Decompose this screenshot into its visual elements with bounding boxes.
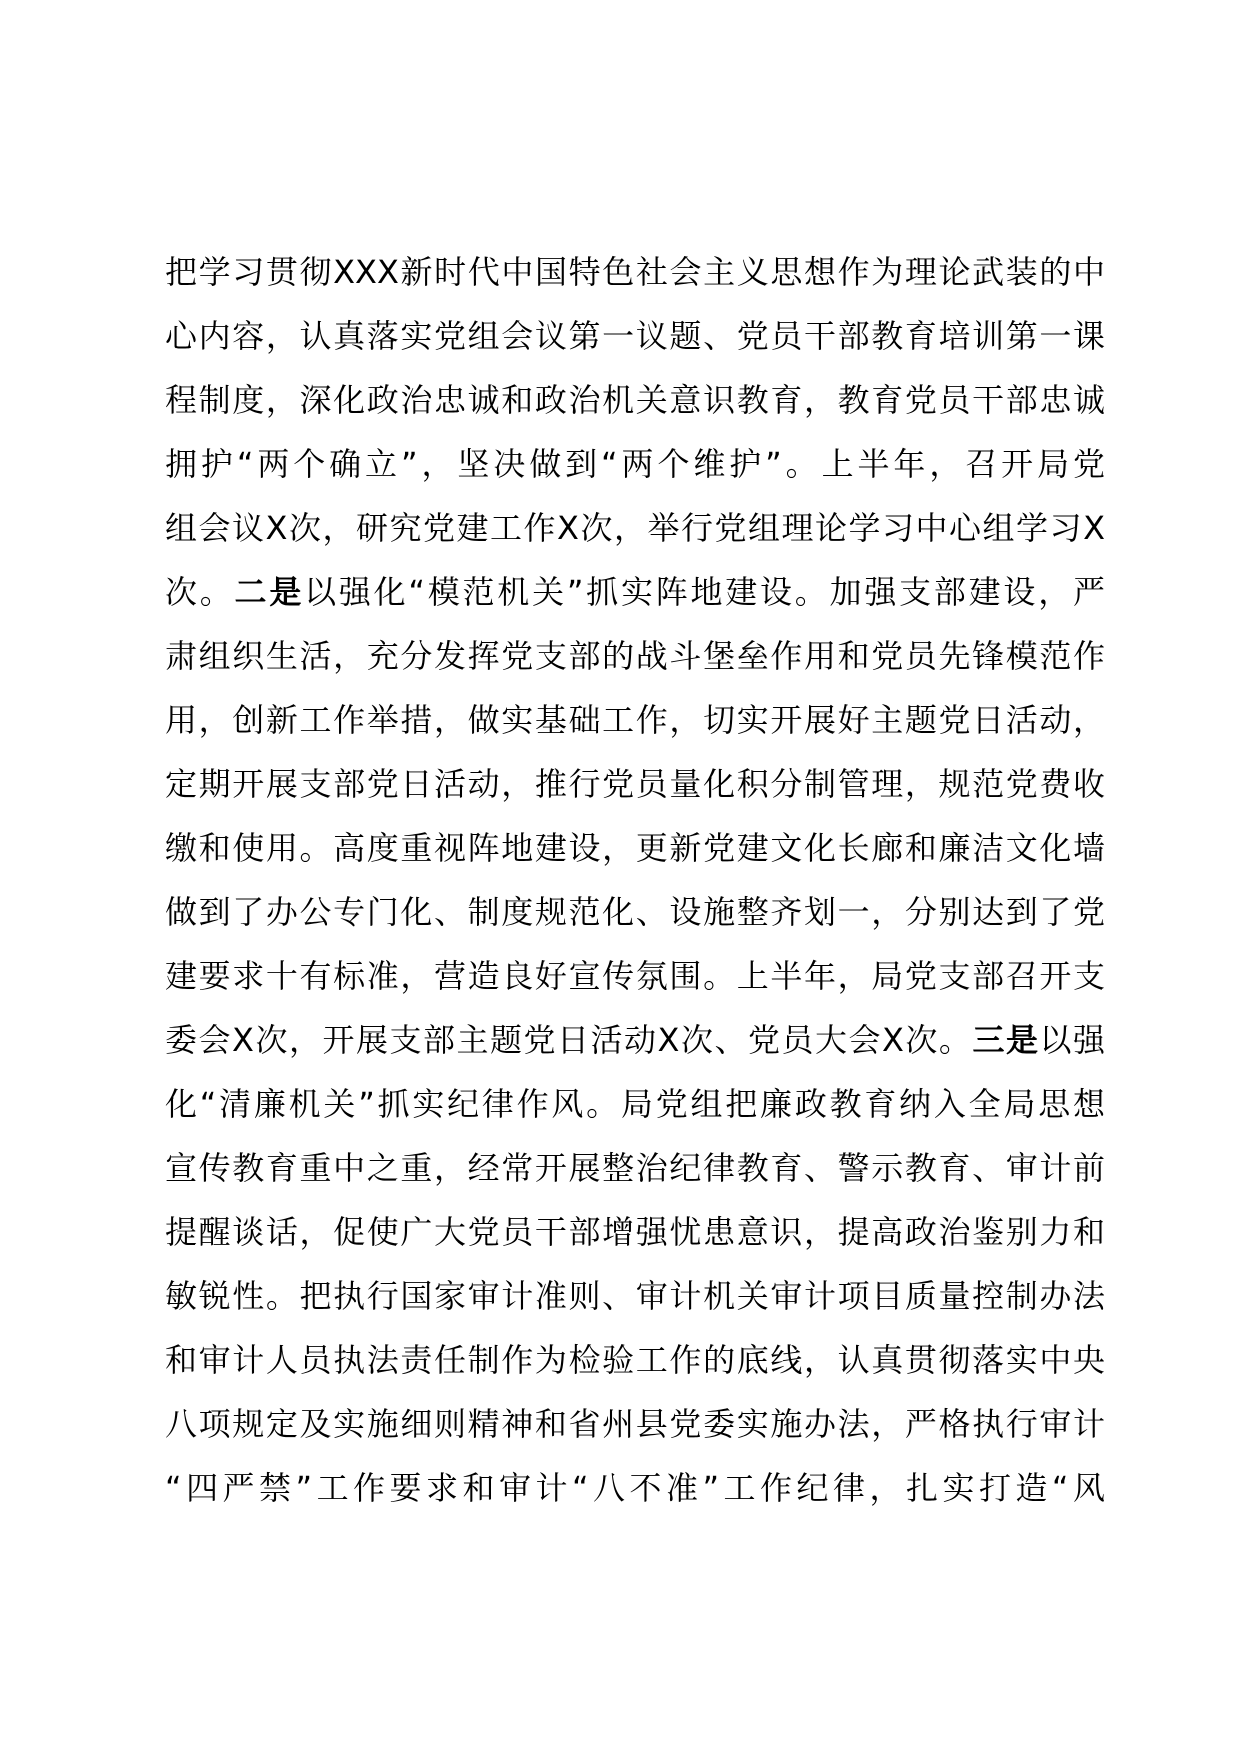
text-segment: 次。 <box>165 573 235 611</box>
text-line <box>165 1392 1105 1456</box>
text-line <box>165 368 1105 432</box>
text-segment: 心内容，认真落实党组会议第一议题、党员干部教育培训第一课 <box>165 317 1105 355</box>
text-segment: 提醒谈话，促使广大党员干部增强忧患意识，提高政治鉴别力和 <box>165 1213 1105 1251</box>
body-paragraph <box>165 240 1105 1520</box>
text-line <box>165 1008 1105 1072</box>
text-line <box>165 1136 1105 1200</box>
text-segment: 以强化“模范机关”抓实阵地建设。加强支部建设，严 <box>304 573 1105 611</box>
text-line <box>165 1072 1105 1136</box>
text-line <box>165 496 1105 560</box>
text-segment: 委会X次，开展支部主题党日活动X次、党员大会X次。 <box>165 1021 973 1059</box>
text-segment: 把学习贯彻XXX新时代中国特色社会主义思想作为理论武装的中 <box>165 253 1105 291</box>
text-segment: 缴和使用。高度重视阵地建设，更新党建文化长廊和廉洁文化墙 <box>165 829 1105 867</box>
text-line <box>165 752 1105 816</box>
text-segment: 化“清廉机关”抓实纪律作风。局党组把廉政教育纳入全局思想 <box>165 1085 1105 1123</box>
text-segment: 程制度，深化政治忠诚和政治机关意识教育，教育党员干部忠诚 <box>165 381 1105 419</box>
text-line <box>165 944 1105 1008</box>
text-line <box>165 880 1105 944</box>
text-line <box>165 688 1105 752</box>
text-segment: 八项规定及实施细则精神和省州县党委实施办法，严格执行审计 <box>165 1405 1105 1443</box>
text-segment: 做到了办公专门化、制度规范化、设施整齐划一，分别达到了党 <box>165 893 1105 931</box>
text-segment: 肃组织生活，充分发挥党支部的战斗堡垒作用和党员先锋模范作 <box>165 637 1105 675</box>
text-segment: 建要求十有标准，营造良好宣传氛围。上半年，局党支部召开支 <box>165 957 1105 995</box>
text-segment: 以强 <box>1039 1021 1105 1059</box>
text-segment: 和审计人员执法责任制作为检验工作的底线，认真贯彻落实中央 <box>165 1341 1105 1379</box>
text-segment: 用，创新工作举措，做实基础工作，切实开展好主题党日活动， <box>165 701 1105 739</box>
text-line <box>165 1456 1105 1520</box>
text-segment: 定期开展支部党日活动，推行党员量化积分制管理，规范党费收 <box>165 765 1105 803</box>
bold-text-segment: 二是 <box>234 573 305 611</box>
text-segment: 拥护“两个确立”，坚决做到“两个维护”。上半年，召开局党 <box>165 445 1105 483</box>
text-line <box>165 1328 1105 1392</box>
text-line <box>165 1200 1105 1264</box>
text-line <box>165 304 1105 368</box>
text-segment: 组会议X次，研究党建工作X次，举行党组理论学习中心组学习X <box>165 509 1105 547</box>
text-segment: 敏锐性。把执行国家审计准则、审计机关审计项目质量控制办法 <box>165 1277 1105 1315</box>
text-line <box>165 240 1105 304</box>
bold-text-segment: 三是 <box>972 1021 1040 1059</box>
text-line <box>165 624 1105 688</box>
text-line <box>165 1264 1105 1328</box>
text-line <box>165 560 1105 624</box>
text-line <box>165 432 1105 496</box>
text-segment: 宣传教育重中之重，经常开展整治纪律教育、警示教育、审计前 <box>165 1149 1105 1187</box>
text-segment: “四严禁”工作要求和审计“八不准”工作纪律，扎实打造“风 <box>165 1469 1105 1507</box>
text-line <box>165 816 1105 880</box>
